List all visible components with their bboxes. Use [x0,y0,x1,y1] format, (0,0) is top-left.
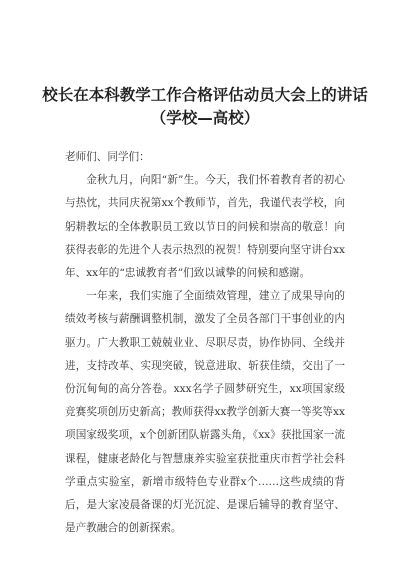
paragraph-achievements: 一年来，我们实施了全面绩效管理，建立了成果导向的绩效考核与薪酬调整机制，激发了全员各部门干事创业的内驱力。广大教职工兢兢业业、尽职尽责，协作协同、全线并进，支持改革、实现突破，锐意进取、斩获佳绩，交出了一份沉甸甸的高分答卷。xxx名学子圆梦研究生，xx项国家级竞赛奖项创历史新高；教师获得xx教学创新大赛一等奖等xx项国家级奖项，x个创新团队崭露头角，《xx》获批国家一流课程，健康老龄化与智慧康养实验室获批重庆市哲学社会科学重点实验室，新增市级特色专业群x个……这些成绩的背后，是大家凌晨备课的灯光沉淀、是课后辅导的教育坚守、是产教融合的创新探索。 [65,290,345,535]
document-title [40,84,370,130]
salutation: 老师们、同学们： [65,151,150,163]
document-body [65,146,345,540]
paragraph-opening: 金秋九月，向阳“新”生。今天，我们怀着教育者的初心与热忱，共同庆祝第xx个教师节，首先，我谨代表学校，向躬耕教坛的全体教职员工致以节日的问候和崇高的敬意！向获得表彰的先进个人表示热烈的祝贺！特别要向坚守讲台xx年、xx年的“忠诚教育者”们致以诚挚的问候和感谢。 [65,174,345,280]
title-line-main: 校长在本科教学工作合格评估动员大会上的讲话 [42,86,368,104]
title-line-sub: （学校—高校） [150,109,260,127]
